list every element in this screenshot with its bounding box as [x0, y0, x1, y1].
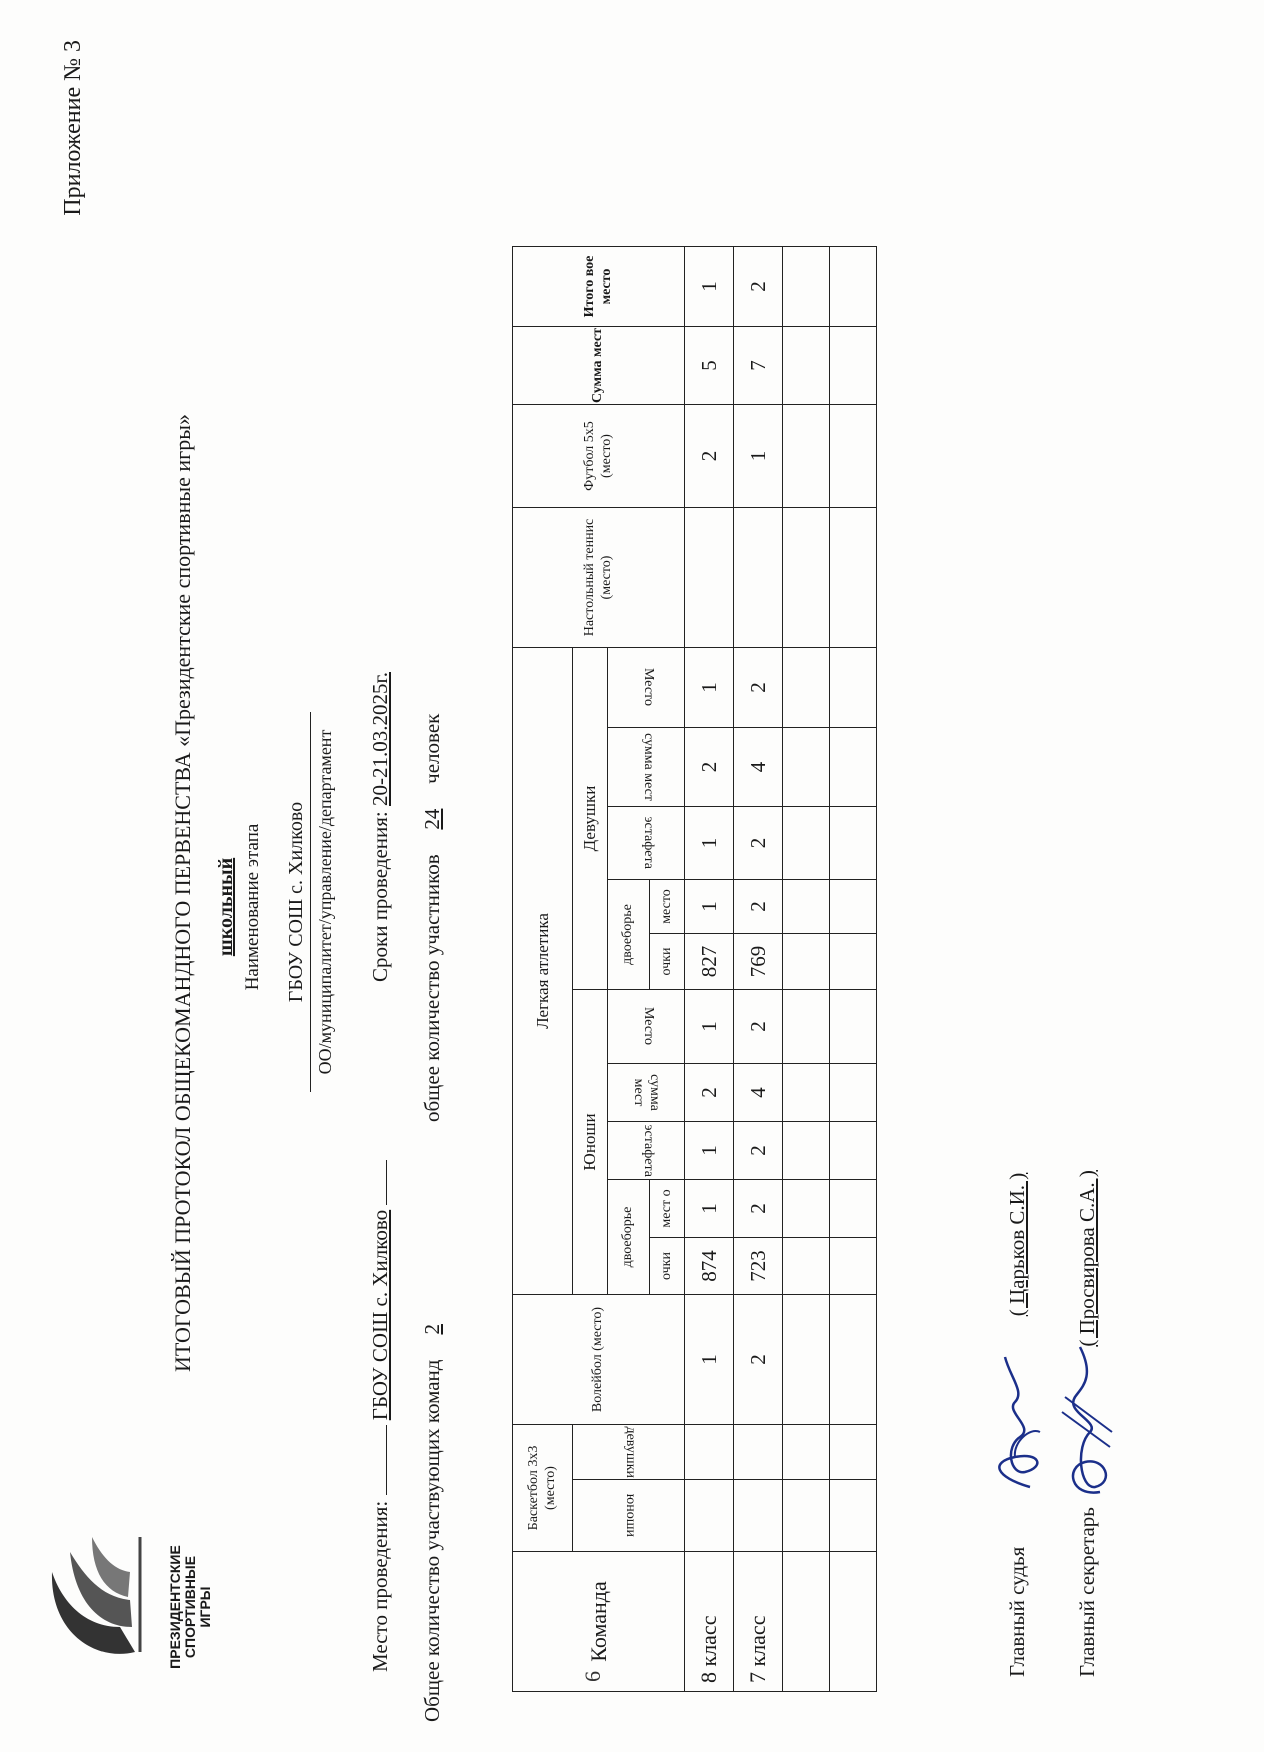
page-title: ИТОГОВЫЙ ПРОТОКОЛ ОБЩЕКОМАНДНОГО ПЕРВЕНСТВА «Президентские спортивные игры»	[170, 414, 195, 1372]
logo-line-3: ИГРЫ	[197, 1586, 213, 1628]
row-team: 8 класс	[685, 1552, 734, 1692]
header-g-points: очки	[650, 934, 685, 990]
cell-football: 1	[734, 405, 783, 508]
header-g-place-label: Место	[641, 668, 657, 707]
header-sum: Сумма мест	[513, 327, 685, 405]
cell-b-relay: 1	[685, 1122, 734, 1180]
cell-b-final-place: 2	[734, 990, 783, 1064]
org-caption: ОО/муниципалитет/управление/департамент	[315, 729, 335, 1075]
header-b-relay-label: эстафета	[641, 1124, 657, 1177]
cell-g-points: 827	[685, 934, 734, 990]
cell-volley: 1	[685, 1295, 734, 1425]
cell-b-final-place: 1	[685, 990, 734, 1064]
header-b-relay	[608, 1122, 685, 1180]
judge-name: ( Царьков С.И. )	[1005, 1172, 1029, 1317]
header-athletics: Легкая атлетика	[513, 648, 573, 1295]
dates-label: Сроки проведения:	[368, 811, 392, 982]
header-b-points: очки	[650, 1238, 685, 1295]
venue-value: ГБОУ СОШ с. Хилково	[368, 1209, 392, 1421]
header-volleyball: Волейбол (место)	[513, 1295, 685, 1425]
header-g-place	[608, 648, 685, 728]
header-tennis: Настольный теннис (место)	[513, 508, 685, 648]
header-g-biathlon: двоеборье	[608, 880, 650, 990]
cell-g-points: 769	[734, 934, 783, 990]
venue-label: Место проведения:	[368, 1500, 392, 1672]
header-g-sum	[608, 728, 685, 807]
stage-caption: Наименование этапа	[242, 823, 263, 991]
header-yunoshi: Юноши	[573, 990, 608, 1295]
cell-g-place: 2	[734, 880, 783, 934]
teams-count-value: 2	[420, 1324, 444, 1335]
logo-swirl-icon	[40, 1522, 160, 1672]
header-basket-girls	[573, 1425, 685, 1480]
header-basket-girls-label: девушки	[623, 1426, 639, 1478]
stage-value: школьный	[215, 857, 237, 957]
protocol-table	[512, 246, 877, 1692]
header-basket-boys	[573, 1480, 685, 1552]
header-b-biathlon: двоеборье	[608, 1180, 650, 1295]
org-value: ГБОУ СОШ с. Хилково	[285, 801, 307, 1003]
cell-tennis	[734, 508, 783, 648]
table-row-empty	[783, 247, 830, 1692]
cell-final: 1	[685, 247, 734, 327]
cell-final: 2	[734, 247, 783, 327]
cell-g-relay: 1	[685, 807, 734, 880]
cell-b-points: 874	[685, 1238, 734, 1295]
dates-value: 20-21.03.2025г.	[368, 672, 392, 806]
logo-line-1: ПРЕЗИДЕНТСКИЕ	[167, 1545, 183, 1669]
header-g-sum-label: сумма мест	[641, 733, 657, 801]
cell-b-relay: 2	[734, 1122, 783, 1180]
cell-football: 2	[685, 405, 734, 508]
cell-b-points: 723	[734, 1238, 783, 1295]
header-team: Команда	[513, 1552, 685, 1692]
cell-basket-girls	[685, 1425, 734, 1480]
table-row	[685, 247, 734, 1692]
header-basket-boys-label: юноши	[623, 1493, 639, 1538]
header-b-place-small: мест о	[650, 1180, 685, 1238]
header-basketball: Баскетбол 3x3 (место)	[513, 1425, 573, 1552]
participants-unit: человек	[420, 713, 444, 784]
cell-g-final-place: 2	[734, 648, 783, 728]
header-b-sum	[608, 1064, 685, 1122]
header-football: Футбол 5x5 (место)	[513, 405, 685, 508]
header-devushki: Девушки	[573, 648, 608, 990]
judge-label: Главный судья	[1005, 1546, 1029, 1677]
participants-label: общее количество участников	[420, 854, 444, 1122]
page-mark: 6	[580, 1671, 605, 1682]
cell-basket-boys	[734, 1480, 783, 1552]
secretary-label: Главный секретарь	[1075, 1507, 1099, 1677]
header-b-place	[608, 990, 685, 1064]
table-row	[734, 247, 783, 1692]
cell-g-sum: 2	[685, 728, 734, 807]
participants-value: 24	[420, 808, 444, 830]
cell-basket-girls	[734, 1425, 783, 1480]
judge-signature	[985, 1347, 1055, 1497]
header-final: Итого вое место	[513, 247, 685, 327]
cell-b-place: 2	[734, 1180, 783, 1238]
row-team: 7 класс	[734, 1552, 783, 1692]
cell-b-sum: 4	[734, 1064, 783, 1122]
secretary-signature	[1050, 1337, 1130, 1507]
cell-b-sum: 2	[685, 1064, 734, 1122]
header-g-relay-label: эстафета	[641, 816, 657, 870]
cell-g-sum: 4	[734, 728, 783, 807]
cell-basket-boys	[685, 1480, 734, 1552]
logo	[40, 1522, 240, 1692]
appendix-label: Приложение № 3	[60, 40, 86, 216]
cell-b-place: 1	[685, 1180, 734, 1238]
table-row-empty	[830, 247, 877, 1692]
header-g-place-small: место	[650, 880, 685, 934]
logo-line-2: СПОРТИВНЫЕ	[182, 1555, 198, 1659]
cell-g-final-place: 1	[685, 648, 734, 728]
cell-tennis	[685, 508, 734, 648]
header-g-relay	[608, 807, 685, 880]
cell-volley: 2	[734, 1295, 783, 1425]
cell-sum: 5	[685, 327, 734, 405]
secretary-name: ( Просвирова С.А. )	[1075, 1170, 1099, 1347]
header-b-place-label: Место	[641, 1007, 657, 1046]
cell-g-relay: 2	[734, 807, 783, 880]
cell-g-place: 1	[685, 880, 734, 934]
header-b-sum-label: сумма мест	[631, 1074, 663, 1111]
cell-sum: 7	[734, 327, 783, 405]
teams-count-label: Общее количество участвующих команд	[420, 1359, 444, 1722]
